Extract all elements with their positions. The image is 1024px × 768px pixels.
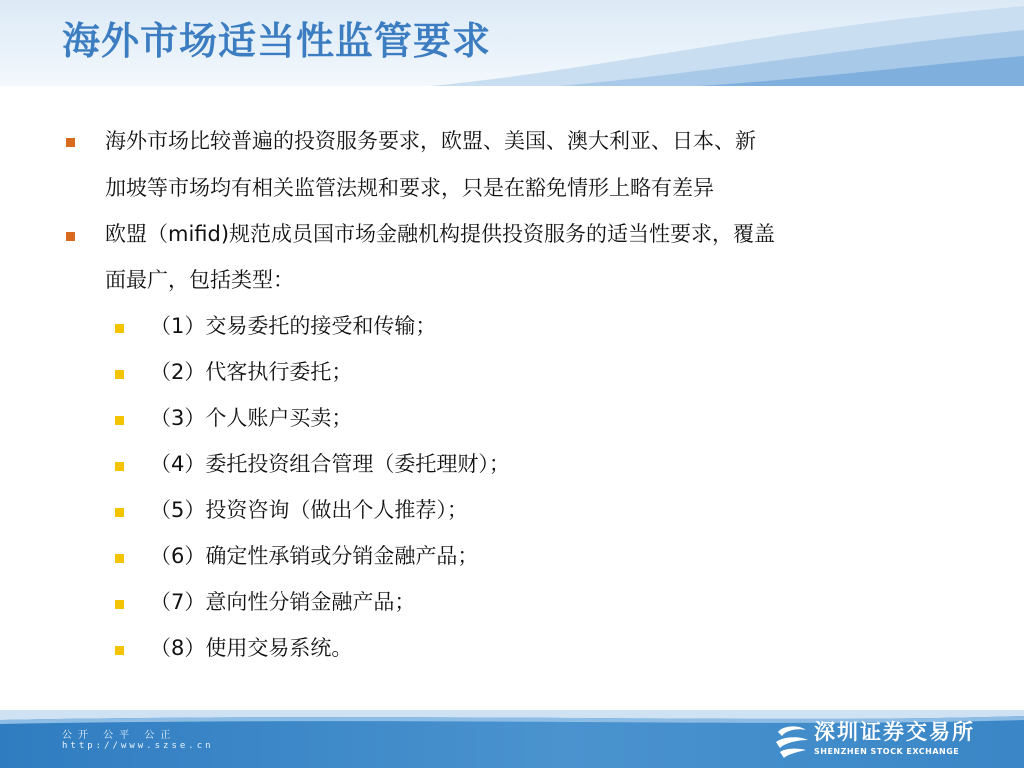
header-band [0,0,1024,86]
sub-bullet-marker [115,646,124,655]
main-bullet-text: 面最广，包括类型： [105,268,294,292]
sub-item-text: （6）确定性承销或分销金融产品； [150,544,479,568]
sub-item-text: （4）委托投资组合管理（委托理财）； [150,452,510,476]
footer-url: http://www.szse.cn [62,741,214,751]
sub-item-text: （8）使用交易系统。 [150,636,353,660]
sub-item-text: （1）交易委托的接受和传输； [150,314,437,338]
main-bullet-marker [66,138,75,147]
sub-bullet-marker [115,508,124,517]
exchange-name-cn: 深圳证券交易所 [814,720,975,744]
main-bullet-marker [66,232,75,241]
main-bullet-text: 欧盟（mifid)规范成员国市场金融机构提供投资服务的适当性要求，覆盖 [105,222,776,246]
slide-title: 海外市场适当性监管要求 [62,19,492,63]
main-bullet-text: 海外市场比较普遍的投资服务要求，欧盟、美国、澳大利亚、日本、新 [105,129,756,153]
sub-bullet-marker [115,462,124,471]
exchange-name-en: SHENZHEN STOCK EXCHANGE [814,747,960,756]
sub-bullet-marker [115,324,124,333]
sub-item-text: （3）个人账户买卖； [150,406,353,430]
main-bullet-text: 加坡等市场均有相关监管法规和要求，只是在豁免情形上略有差异 [105,176,714,200]
sub-bullet-marker [115,370,124,379]
szse-logo-icon [772,720,812,760]
sub-bullet-marker [115,416,124,425]
footer-motto: 公开 公平 公正 [62,730,177,741]
sub-item-text: （2）代客执行委托； [150,360,353,384]
sub-item-text: （7）意向性分销金融产品； [150,590,416,614]
footer-band [0,710,1024,768]
sub-item-text: （5）投资咨询（做出个人推荐）； [150,498,468,522]
sub-bullet-marker [115,600,124,609]
sub-bullet-marker [115,554,124,563]
